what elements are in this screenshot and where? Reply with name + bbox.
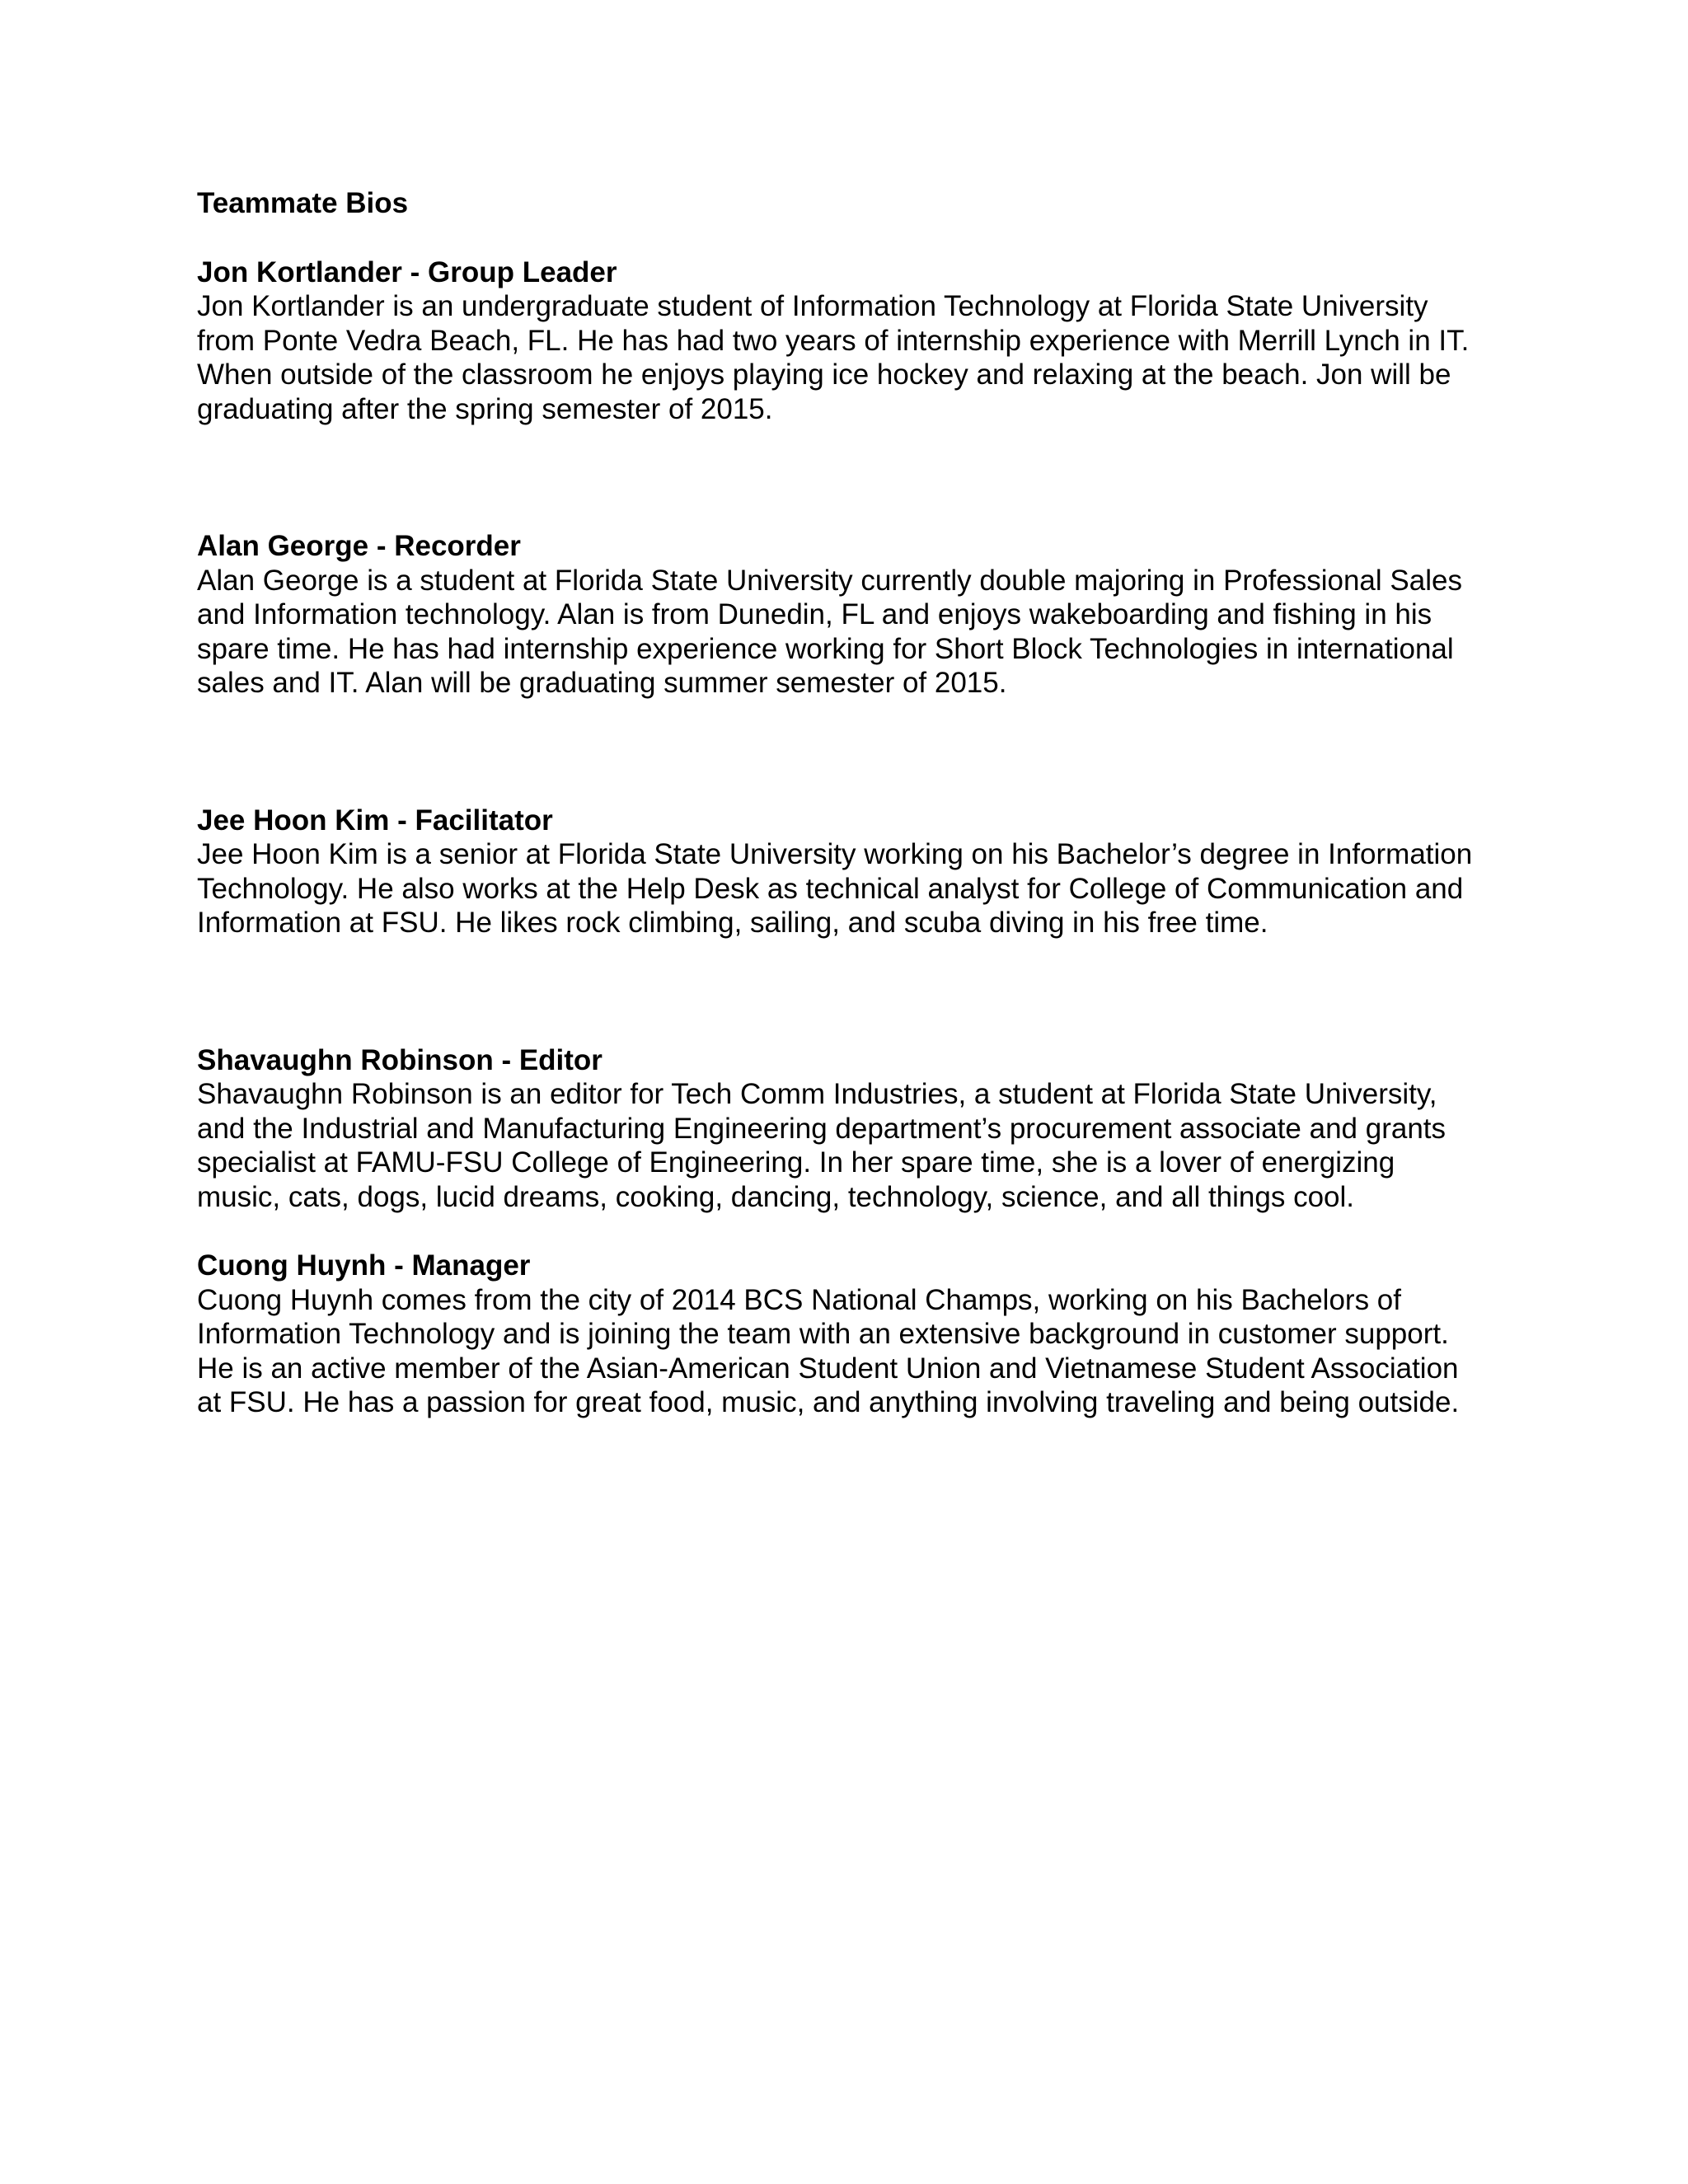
bio-shavaughn-robinson bbox=[197, 1043, 1483, 1215]
document-title: Teammate Bios bbox=[197, 187, 409, 219]
spacer bbox=[197, 701, 1483, 804]
bio-cuong-huynh bbox=[197, 1249, 1483, 1420]
bio-heading: Alan George - Recorder bbox=[197, 530, 521, 562]
bio-text: Shavaughn Robinson is an editor for Tech Comm Industries, a student at Florida State University, and the Industrial and Manufacturing Engineering department’s procurement associate and grants specialist at FAMU-FSU College of Engineering. In her spare time, she is a lover of energizing music, cats, dogs, lucid dreams, cooking, dancing, technology, science, and all things cool. bbox=[197, 1078, 1447, 1213]
document-body bbox=[197, 186, 1483, 1420]
bio-alan-george bbox=[197, 529, 1483, 701]
bio-text: Cuong Huynh comes from the city of 2014 BCS National Champs, working on his Bachelors of Information Technology and is joining the team with an extensive background in customer support. He is an active member of the Asian-American Student Union and Vietnamese Student Association at FSU. He has a passion for great food, music, and anything involving traveling and being outside. bbox=[197, 1283, 1460, 1418]
bio-text: Jon Kortlander is an undergraduate student of Information Technology at Florida State University from Ponte Vedra Beach, FL. He has had two years of internship experience with Merrill Lynch in IT. When outside of the classroom he enjoys playing ice hockey and relaxing at the beach. Jon will be graduating after the spring semester of 2015. bbox=[197, 290, 1470, 425]
bio-heading: Shavaughn Robinson - Editor bbox=[197, 1043, 603, 1076]
bio-heading: Jon Kortlander - Group Leader bbox=[197, 255, 617, 288]
bio-heading: Jee Hoon Kim - Facilitator bbox=[197, 804, 553, 837]
spacer bbox=[197, 426, 1483, 529]
bio-text: Alan George is a student at Florida State University currently double majoring in Professional Sales and Information technology. Alan is from Dunedin, FL and enjoys wakeboarding and fishing in his spare time. He has had internship experience working for Short Block Technologies in international sales and IT. Alan will be graduating summer semester of 2015. bbox=[197, 564, 1462, 699]
bio-heading: Cuong Huynh - Manager bbox=[197, 1249, 531, 1282]
spacer bbox=[197, 1214, 1483, 1249]
bio-text: Jee Hoon Kim is a senior at Florida State University working on his Bachelor’s degree in Information Technology. He also works at the Help Desk as technical analyst for College of Communication and Information at FSU. He likes rock climbing, sailing, and scuba diving in his free time. bbox=[197, 838, 1473, 939]
bio-jon-kortlander bbox=[197, 255, 1483, 427]
bio-jee-hoon-kim bbox=[197, 804, 1483, 940]
spacer bbox=[197, 940, 1483, 1043]
